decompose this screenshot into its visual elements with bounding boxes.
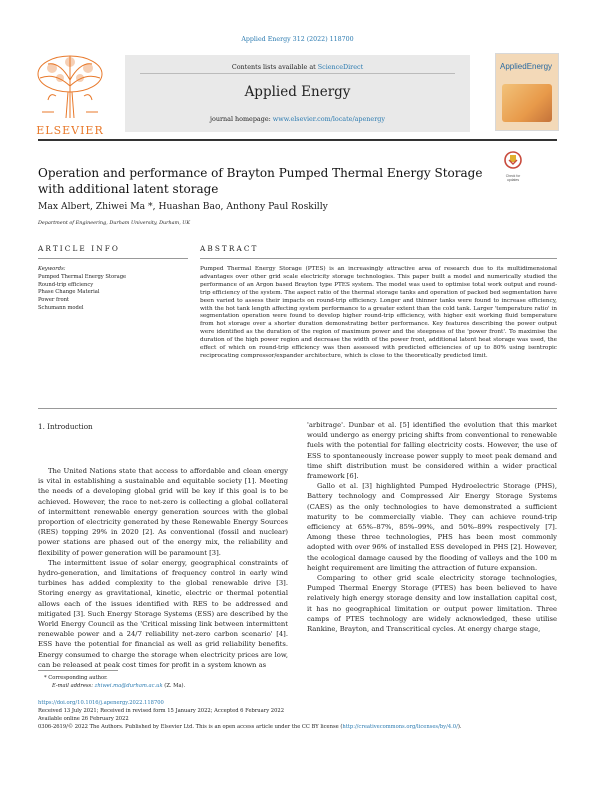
- abstract-heading: ABSTRACT: [200, 244, 259, 253]
- author-email-link[interactable]: zhiwei.ma@durham.ac.uk: [94, 683, 163, 689]
- intro-right-column: [307, 420, 557, 634]
- author-affiliation: Department of Engineering, Durham University, Durham, UK: [38, 220, 191, 226]
- author-list: Max Albert, Zhiwei Ma *, Huashan Bao, Anthony Paul Roskilly: [38, 201, 328, 212]
- journal-title: Applied Energy: [244, 84, 351, 100]
- keywords-label: Keywords:: [38, 266, 66, 272]
- license-link[interactable]: http://creativecommons.org/licenses/by/4.0/: [342, 724, 458, 731]
- abstract-rule: [200, 258, 557, 259]
- abstract-text: Pumped Thermal Energy Storage (PTES) is an increasingly attractive area of research due to its multidimensional advantages over other grid scale electricity storage technologies. This paper built a model and numerically studied the performance of an Argon based Brayton type PTES system. The model was used to optimise total work output and round-trip efficiency of the system. The aspect ratio of the thermal storage tanks and operation of packed bed segmentation have been varied to assess their impacts on round-trip efficiency. Longer and thinner tanks were found to increase efficiency, with the hot tank length affecting system performance to a greater extent than the cold tank. Larger 'temperature ratio' in segmentation operation were found to develop higher round-trip efficiency, with higher exit working fluid temperature from hot storage over a shorter duration demonstrating better performance. Key features describing the power output were identified as the duration of the region of maximum power and the steepness of the 'power front'. To maximise the duration of the high power region and decrease the width of the power front, additional latent heat storage was used, the effect of which on round-trip efficiency was then assessed with predicted efficiencies of up to 80% using isentropic reciprocating compressor/expander architecture, which is close to the theoretically predicted limit.: [200, 266, 557, 359]
- article-info-heading: ARTICLE INFO: [38, 244, 120, 253]
- elsevier-logo: [30, 52, 110, 137]
- intro-left-column: [38, 466, 288, 670]
- intro-paragraph: 'arbitrage'. Dunbar et al. [5] identified the evolution that this market would undergo as energy pricing shifts from conventional to renewable fuels with the potential for falling electricity costs. However, the use of ESS to spontaneously increase power supply to meet peak demand and time shift distribution must be considered within a wider practical framework [6].: [307, 421, 557, 481]
- keyword-item: Phase Change Material: [38, 289, 100, 296]
- email-line: E-mail address: zhiwei.ma@durham.ac.uk (Z. Ma).: [52, 683, 186, 689]
- keyword-item: Round-trip efficiency: [38, 281, 94, 288]
- publication-footer: [38, 699, 557, 731]
- footnote-rule: [38, 670, 118, 671]
- license-statement: 0306-2619/© 2022 The Authors. Published by Elsevier Ltd. This is an open access article under the CC BY license (http://creativecommons.org/licenses/by/4.0/).: [38, 724, 462, 731]
- sciencedirect-link[interactable]: ScienceDirect: [317, 63, 364, 71]
- intro-paragraph: Gallo et al. [3] highlighted Pumped Hydroelectric Storage (PHS), Battery technology and Compressed Air Energy Storage Systems (CAES) as the only technologies to have demonstrated a sufficient maturity to be commercially viable. They can achieve round-trip efficiency at 65%–87%, 85%–99%, and 50%–89% respectively [7]. Among these three technologies, PHS has been most commonly adopted with over 96% of installed ESS developed in PHS [2]. However, the ecological damage caused by the flooding of valleys and the 100 m height requirement are limiting the attraction of future expansion.: [307, 482, 557, 572]
- check-for-updates-badge[interactable]: [500, 150, 526, 182]
- keywords-block: [38, 266, 188, 313]
- corresponding-footnote: [44, 674, 294, 690]
- article-title: Operation and performance of Brayton Pumped Thermal Energy Storage with additional latent storage: [38, 166, 483, 196]
- elsevier-tree-icon: [30, 52, 110, 120]
- intro-paragraph: Comparing to other grid scale electricity storage technologies, Pumped Thermal Energy Storage (PTES) has been believed to have relatively high energy storage density and low installation capital cost, it has no geographical limitation or output power limitation. Three camps of PTES technology are widely acknowledged, these utilise Rankine, Brayton, and Transcritical cycles. At energy charge stage,: [307, 574, 557, 634]
- elsevier-wordmark: ELSEVIER: [36, 124, 104, 137]
- keyword-item: Pumped Thermal Energy Storage: [38, 273, 127, 280]
- available-online-date: Available online 26 February 2022: [38, 716, 129, 723]
- cover-title: AppliedEnergy: [500, 62, 553, 71]
- article-info-rule: [38, 258, 188, 259]
- intro-paragraph: The United Nations state that access to affordable and clean energy is vital in establishing a sustainable and equitable society [1]. Meeting the needs of a developing global grid will be key if this goal is to be achieved. However, the race to net-zero is collecting a global collateral of intermittent renewable energy generation sources with the global proportion of electricity generated by these Renewable Energy Sources (RES) topping 29% in 2020 [2]. As conventional (fossil and nuclear) power stations are phased out of the energy mix, the reliability and flexibility of power generation will be paramount [3].: [38, 467, 288, 557]
- journal-citation[interactable]: Applied Energy 312 (2022) 118700: [241, 36, 354, 43]
- intro-paragraph: The intermittent issue of solar energy, geographical constraints of hydro-generation, and limitations of frequency control in early wind turbines has added complexity to the global renewable drive [3]. Storing energy as gravitational, kinetic, electric or thermal potential allows each of the issues identified with RES to be addressed and mitigated [3]. Such Energy Storage Systems (ESS) are described by the World Energy Council as the 'Critical missing link between intermittent renewable power and a 24/7 reliability net-zero carbon scenario' [4]. ESS have the potential for financial as well as grid reliability benefits. Energy consumed to charge the storage when electricity prices are low, can be released at peak cost times for profit in a system known as: [38, 558, 288, 669]
- section-heading-introduction: 1. Introduction: [38, 422, 93, 431]
- crossmark-label: Check for updates: [505, 174, 521, 182]
- cover-art: [502, 84, 552, 122]
- keyword-item: Power front: [38, 297, 69, 304]
- doi-link[interactable]: https://doi.org/10.1016/j.apenergy.2022.118700: [38, 700, 164, 706]
- keyword-item: Schumann model: [38, 304, 84, 311]
- journal-cover-image: [495, 53, 559, 131]
- contents-line: Contents lists available at ScienceDirect: [231, 63, 364, 71]
- corresponding-author-note: * Corresponding author.: [44, 675, 108, 681]
- contents-divider: [140, 73, 455, 74]
- crossmark-icon: [500, 150, 526, 170]
- abstract-bottom-rule: [38, 408, 557, 409]
- homepage-link[interactable]: www.elsevier.com/locate/apenergy: [272, 115, 385, 123]
- journal-homepage: journal homepage: www.elsevier.com/locate/apenergy: [210, 115, 385, 123]
- header-bottom-rule: [38, 139, 557, 141]
- received-dates: Received 13 July 2021; Received in revised form 15 January 2022; Accepted 6 February 2022: [38, 708, 285, 715]
